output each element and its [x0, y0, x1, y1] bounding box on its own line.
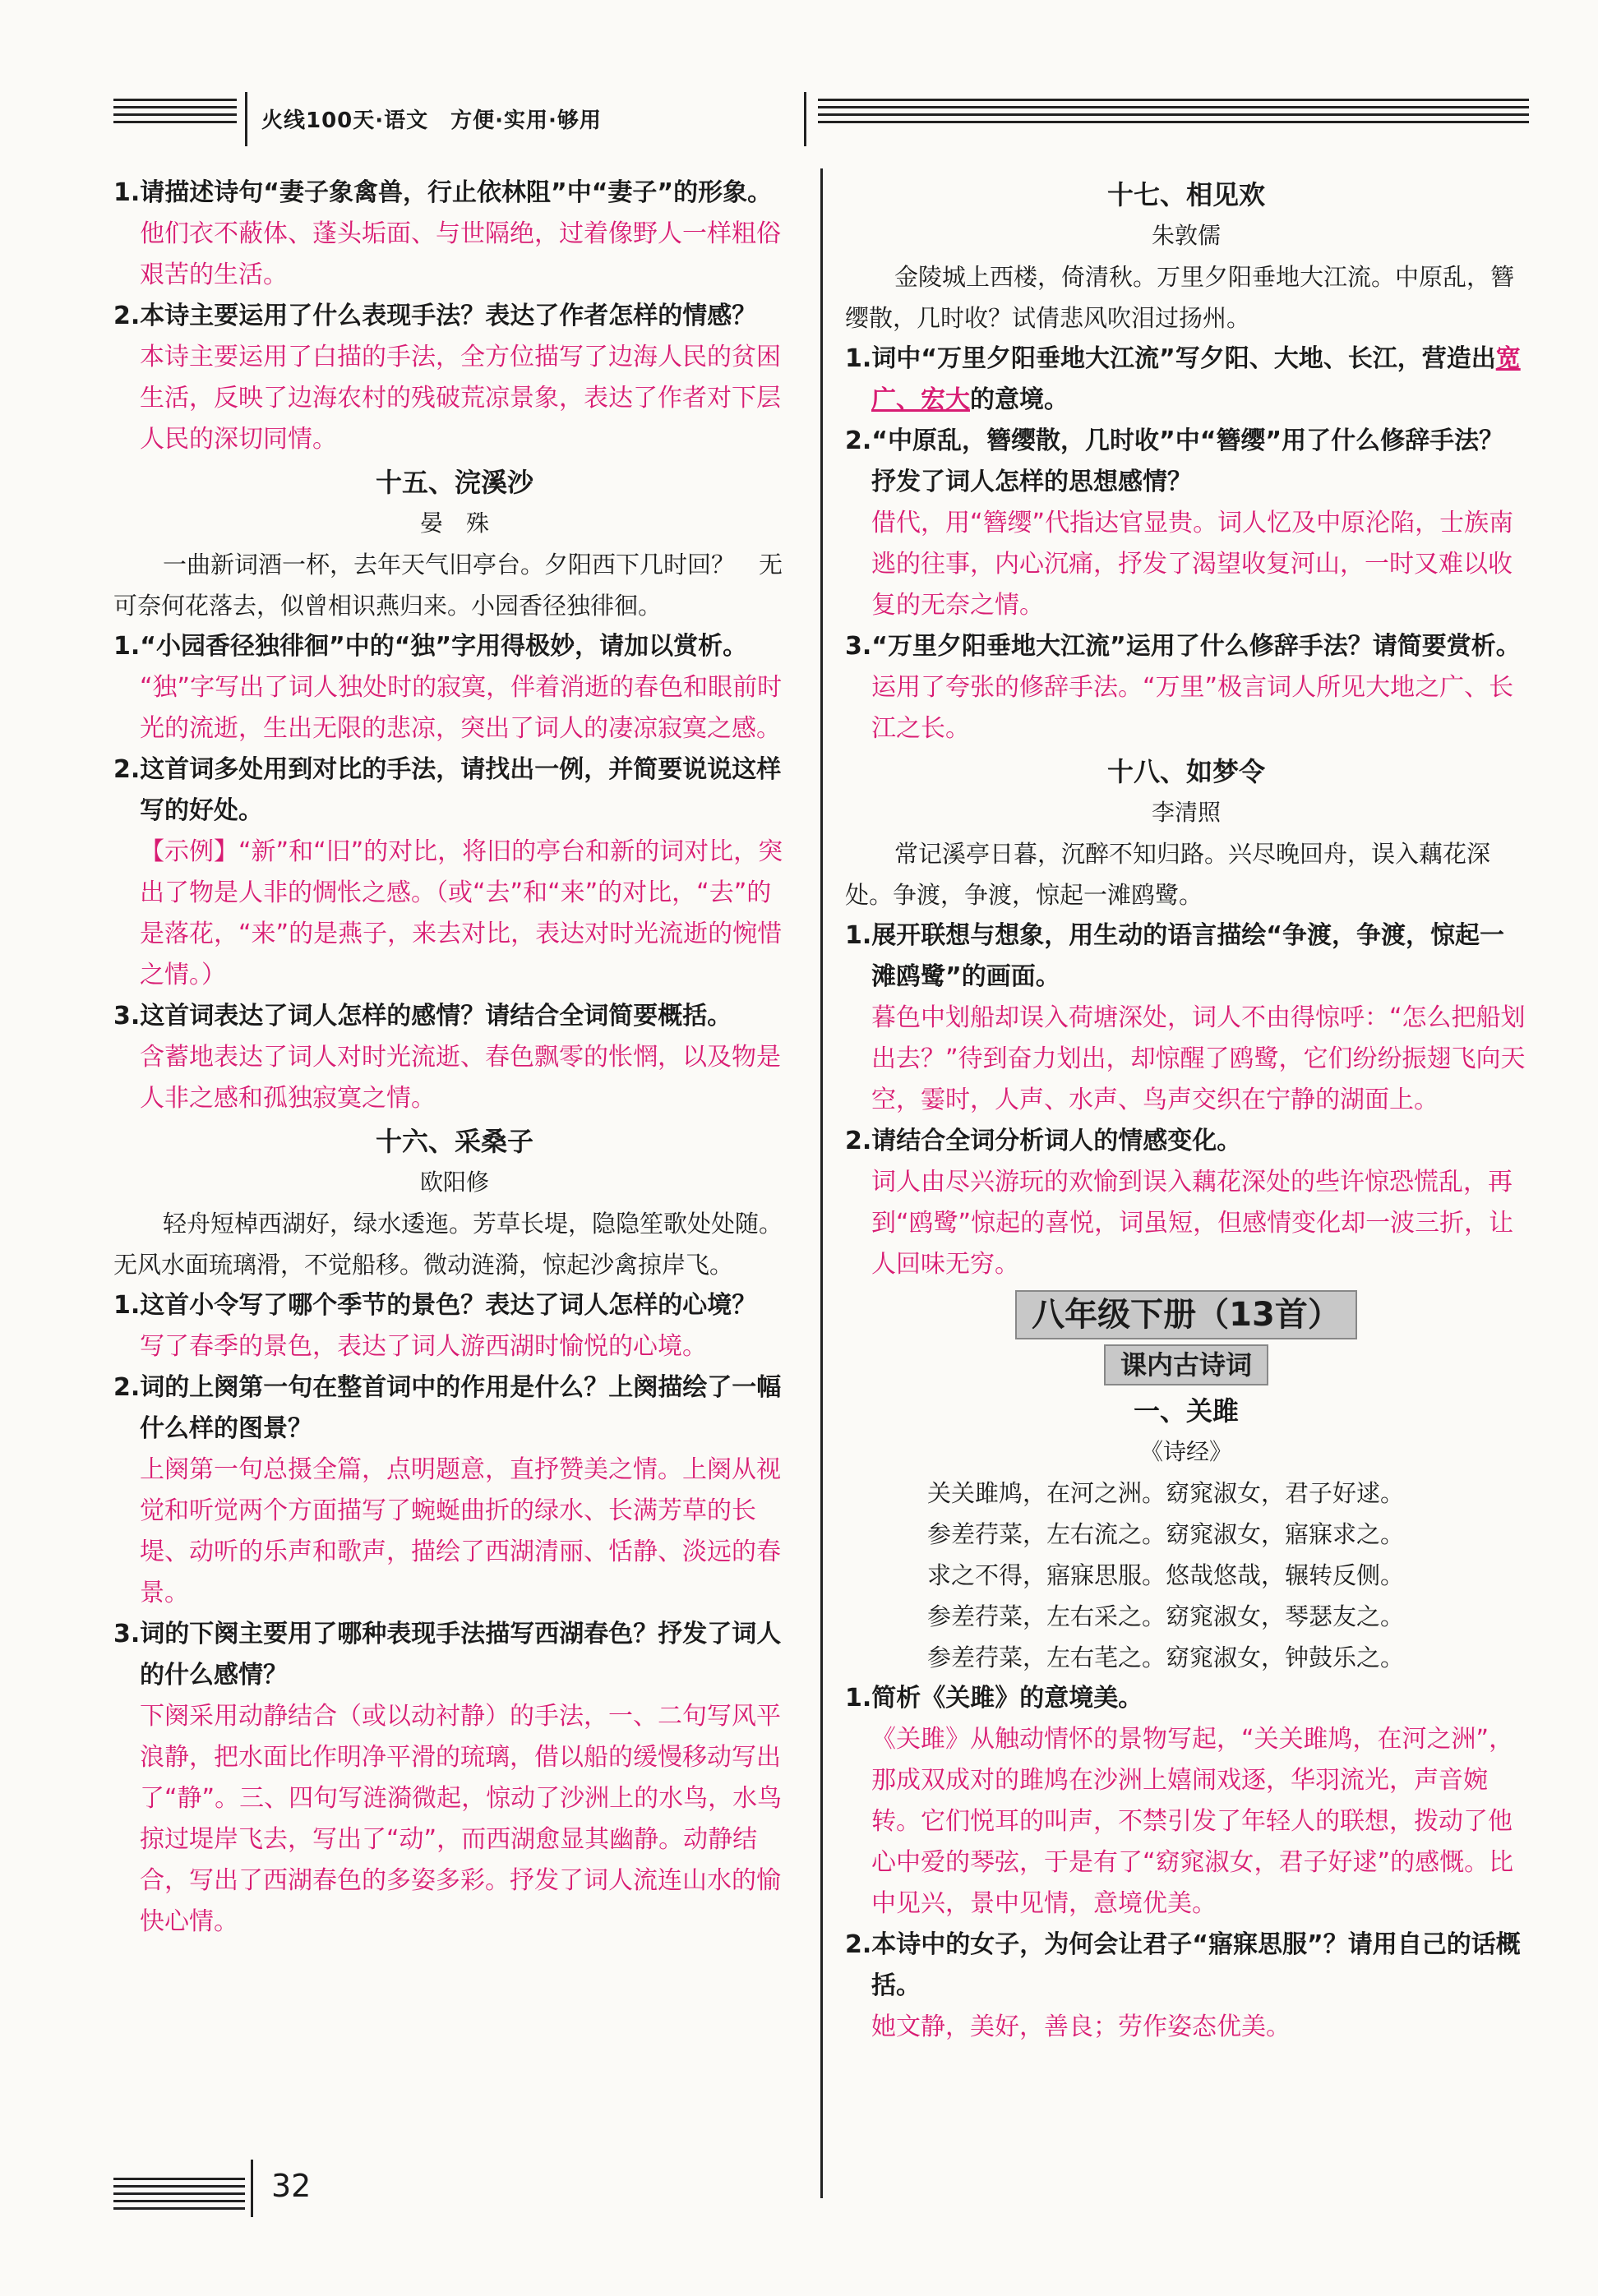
question-text: “万里夕阳垂地大江流”运用了什么修辞手法？请简要赏析。 — [871, 632, 1521, 661]
poem-line: 求之不得，寤寐思服。悠哉悠哉，辗转反侧。 — [927, 1561, 1405, 1589]
answer: 运用了夸张的修辞手法。“万里”极言词人所见大地之广、长江之长。 — [871, 673, 1514, 743]
poem-line: 关关雎鸠，在河之洲。窈窕淑女，君子好逑。 — [927, 1479, 1405, 1507]
question: 1.展开联想与想象，用生动的语言描绘“争渡，争渡，惊起一滩鸥鹭”的画面。 — [845, 921, 1504, 991]
question-text: 这首词多处用到对比的手法，请找出一例，并简要说说这样写的好处。 — [140, 755, 782, 825]
column-divider — [820, 168, 823, 2198]
poem-text: 常记溪亭日暮，沉醉不知归路。兴尽晚回舟，误入藕花深处。争渡，争渡，惊起一滩鸥鹭。 — [845, 840, 1491, 909]
question-text: 请描述诗句“妻子象禽兽，行止依林阻”中“妻子”的形象。 — [140, 178, 773, 207]
question: 1.请描述诗句“妻子象禽兽，行止依林阻”中“妻子”的形象。 — [113, 178, 773, 207]
question-text: “小园香径独徘徊”中的“独”字用得极妙，请加以赏析。 — [140, 632, 748, 661]
answer: 下阕采用动静结合（或以动衬静）的手法，一、二句写风平浪静，把水面比作明净平滑的琉璃，借以船的缓慢移动写出了“静”。三、四句写涟漪微起，惊动了沙洲上的水鸟，水鸟掠过堤岸飞去，写出了“动”，而西湖愈显其幽静。动静结合，写出了西湖春色的多姿多彩。抒发了词人流连山水的愉快心情。 — [140, 1702, 783, 1936]
right-column — [845, 173, 1527, 2048]
question-text: 简析《关雎》的意境美。 — [871, 1684, 1143, 1713]
answer: 上阕第一句总摄全篇，点明题意，直抒赞美之情。上阕从视觉和听觉两个方面描写了蜿蜒曲折的绿水、长满芳草的长堤、动听的乐声和歌声，描绘了西湖清丽、恬静、淡远的春景。 — [140, 1455, 781, 1607]
answer: 暮色中划船却误入荷塘深处，词人不由得惊呼：“怎么把船划出去？”待到奋力划出，却惊醒了鸥鹭，它们纷纷振翅飞向天空，霎时，人声、水声、鸟声交织在宁静的湖面上。 — [871, 1003, 1526, 1114]
example-tag: 【示例】 — [140, 837, 238, 866]
header-title: 火线100天·语文 方便·实用·够用 — [261, 108, 602, 133]
header-rule-left — [113, 99, 237, 148]
question-text: 词的上阕第一句在整首词中的作用是什么？上阕描绘了一幅什么样的图景？ — [140, 1373, 782, 1443]
answer: 含蓄地表达了词人对时光流逝、春色飘零的怅惘，以及物是人非之感和孤独寂寞之情。 — [140, 1043, 781, 1113]
answer: 写了春季的景色，表达了词人游西湖时愉悦的心境。 — [140, 1332, 707, 1361]
poem-author: 朱敦儒 — [1151, 222, 1221, 249]
answer: 借代，用“簪缨”代指达官显贵。词人忆及中原沦陷，士族南逃的往事，内心沉痛，抒发了渴望收复河山，一时又难以收复的无奈之情。 — [871, 509, 1514, 620]
poem-title: 十八、如梦令 — [1106, 756, 1265, 787]
fill-blank-answer: 宽广、宏大 — [871, 344, 1521, 414]
poem-line: 参差荇菜，左右芼之。窈窕淑女，钟鼓乐之。 — [927, 1644, 1405, 1671]
question: 2.这首词多处用到对比的手法，请找出一例，并简要说说这样写的好处。 — [113, 755, 782, 825]
question-text: 本诗中的女子，为何会让君子“寤寐思服”？请用自己的话概括。 — [871, 1930, 1521, 2000]
poem-author: 欧阳修 — [419, 1169, 489, 1196]
footer-rule — [113, 2178, 245, 2215]
question-text: 这首词表达了词人怎样的感情？请结合全词简要概括。 — [140, 1002, 732, 1030]
question-text: 本诗主要运用了什么表现手法？表达了作者怎样的情感？ — [140, 302, 757, 330]
question: 3.词的下阕主要用了哪种表现手法描写西湖春色？抒发了词人的什么感情？ — [113, 1620, 782, 1690]
poem-text: 一曲新词酒一杯，去年天气旧亭台。夕阳西下几时回？ 无可奈何花落去，似曾相识燕归来。小园香径独徘徊。 — [113, 551, 783, 620]
question: 1.简析《关雎》的意境美。 — [845, 1684, 1143, 1713]
question-text: 词的下阕主要用了哪种表现手法描写西湖春色？抒发了词人的什么感情？ — [140, 1620, 782, 1690]
header-divider-right — [804, 92, 806, 146]
page-number: 32 — [271, 2168, 312, 2204]
question: 1.“小园香径独徘徊”中的“独”字用得极妙，请加以赏析。 — [113, 632, 748, 661]
question-text: 这首小令写了哪个季节的景色？表达了词人怎样的心境？ — [140, 1291, 757, 1320]
poem-text: 轻舟短棹西湖好，绿水逶迤。芳草长堤，隐隐笙歌处处随。 无风水面琉璃滑，不觉船移。微动涟漪，惊起沙禽掠岸飞。 — [113, 1210, 795, 1279]
answer: “独”字写出了词人独处时的寂寞，伴着消逝的春色和眼前时光的流逝，生出无限的悲凉，突出了词人的凄凉寂寞之感。 — [140, 673, 783, 743]
question-text: “中原乱，簪缨散，几时收”中“簪缨”用了什么修辞手法？抒发了词人怎样的思想感情？ — [871, 426, 1504, 496]
poem-author: 《诗经》 — [1139, 1438, 1232, 1465]
answer: 《关雎》从触动情怀的景物写起，“关关雎鸠，在河之洲”，那成双成对的雎鸠在沙洲上嬉闹戏逐，华羽流光，声音婉转。它们悦耳的叫声，不禁引发了年轻人的联想，拨动了他心中爱的琴弦，于是有了“窈窕淑女，君子好逑”的感慨。比中见兴，景中见情，意境优美。 — [871, 1725, 1514, 1918]
question: 2.词的上阕第一句在整首词中的作用是什么？上阕描绘了一幅什么样的图景？ — [113, 1373, 782, 1443]
question-text: 展开联想与想象，用生动的语言描绘“争渡，争渡，惊起一滩鸥鹭”的画面。 — [871, 921, 1504, 991]
poem-title: 一、关雎 — [1133, 1395, 1239, 1427]
answer: 她文静，美好，善良；劳作姿态优美。 — [871, 2012, 1291, 2041]
poem-author: 晏 殊 — [419, 509, 489, 537]
question: 3.“万里夕阳垂地大江流”运用了什么修辞手法？请简要赏析。 — [845, 632, 1521, 661]
question: 1.词中“万里夕阳垂地大江流”写夕阳、大地、长江，营造出宽广、宏大的意境。 — [845, 344, 1521, 414]
question: 2.请结合全词分析词人的情感变化。 — [845, 1127, 1242, 1155]
answer: 本诗主要运用了白描的手法，全方位描写了边海人民的贫困生活，反映了边海农村的残破荒凉景象，表达了作者对下层人民的深切同情。 — [140, 343, 781, 454]
answer: 词人由尽兴游玩的欢愉到误入藕花深处的些许惊恐慌乱，再到“鸥鹭”惊起的喜悦，词虽短，但感情变化却一波三折，让人回味无穷。 — [871, 1168, 1514, 1279]
question: 3.这首词表达了词人怎样的感情？请结合全词简要概括。 — [113, 1002, 732, 1030]
answer: 【示例】“新”和“旧”的对比，将旧的亭台和新的词对比，突出了物是人非的惆怅之感。（或“去”和“来”的对比，“去”的是落花，“来”的是燕子，来去对比，表达对时光流逝的惋惜之情。） — [140, 837, 783, 989]
subsection-banner: 课内古诗词 — [845, 1344, 1527, 1387]
question-text: 请结合全词分析词人的情感变化。 — [871, 1127, 1242, 1155]
answer: 他们衣不蔽体、蓬头垢面、与世隔绝，过着像野人一样粗俗艰苦的生活。 — [140, 219, 781, 289]
section-banner: 八年级下册（13首） — [845, 1290, 1527, 1339]
footer-divider — [251, 2160, 253, 2217]
header-divider — [245, 92, 247, 146]
poem-title: 十六、采桑子 — [375, 1126, 533, 1157]
poem-text: 金陵城上西楼，倚清秋。万里夕阳垂地大江流。中原乱，簪缨散，几时收？试倩悲风吹泪过扬州。 — [845, 263, 1515, 332]
poem-line: 参差荇菜，左右流之。窈窕淑女，寤寐求之。 — [927, 1520, 1405, 1548]
question: 2.本诗中的女子，为何会让君子“寤寐思服”？请用自己的话概括。 — [845, 1930, 1521, 2000]
question: 1.这首小令写了哪个季节的景色？表达了词人怎样的心境？ — [113, 1291, 757, 1320]
poem-title: 十五、浣溪沙 — [375, 467, 533, 498]
left-column — [113, 173, 796, 1943]
poem-author: 李清照 — [1151, 799, 1221, 826]
question: 2.本诗主要运用了什么表现手法？表达了作者怎样的情感？ — [113, 302, 757, 330]
question: 2.“中原乱，簪缨散，几时收”中“簪缨”用了什么修辞手法？抒发了词人怎样的思想感情？ — [845, 426, 1504, 496]
header-rule-right — [818, 99, 1529, 148]
poem-title: 十七、相见欢 — [1106, 179, 1265, 210]
poem-line: 参差荇菜，左右采之。窈窕淑女，琴瑟友之。 — [927, 1602, 1405, 1630]
